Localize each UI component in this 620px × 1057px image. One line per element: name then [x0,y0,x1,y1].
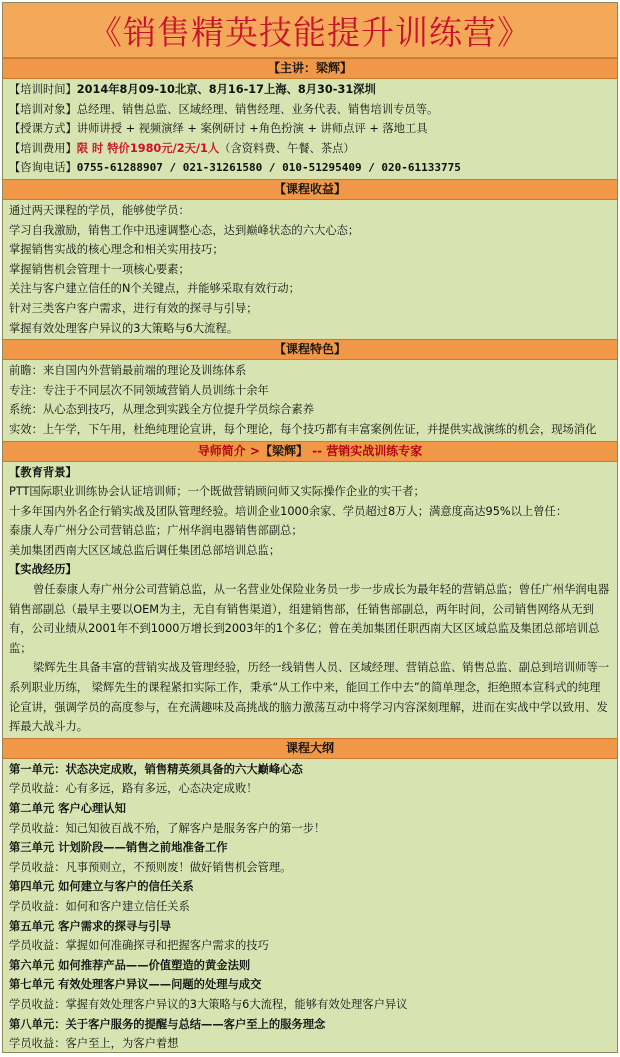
target-value: 总经理、销售总监、区域经理、销售经理、业务代表、销售培训专员等。 [76,102,439,116]
teacher-block [3,462,617,738]
list-item: 掌握销售机会管理十一项核心要素； [9,262,190,276]
fee-row [3,139,617,159]
time-row [3,80,617,100]
list-item: 学习自我激励，销售工作中迅速调整心态，达到巅峰状态的六大心态； [9,223,360,237]
target-label: 【培训对象】 [9,102,77,116]
edu-label: 【教育背景】 [9,465,77,479]
teacher-heading-suffix: -- 营销实战训练专家 [312,443,423,458]
unit-gain: 学员收益：掌握有效处理客户异议的3大策略与6大流程，能够有效处理客户异议 [9,997,408,1011]
list-item: 实效：上午学，下午用，杜绝纯理论宣讲，每个理论，每个技巧都有丰富案例佐证，并提供实战演练的机会，现场消化 [9,422,597,436]
unit-gain: 学员收益：客户至上，为客户着想 [9,1037,179,1051]
time-label: 【培训时间】 [9,83,77,96]
outline-heading: 课程大纲 [3,738,617,759]
exp-label: 【实战经历】 [9,563,77,577]
unit-gain: 学员收益：凡事预则立，不预则废！做好销售机会管理。 [9,860,292,874]
method-value: 讲师讲授 + 视频演绎 + 案例研讨 +角色扮演 + 讲师点评 + 落地工具 [76,122,428,136]
list-item: 系统：从心态到技巧，从理念到实践全方位提升学员综合素养 [9,403,315,417]
time-value: 2014年8月09-10北京、8月16-17上海、8月30-31深圳 [76,83,376,96]
unit-title: 第一单元：状态决定成败，销售精英须具备的六大巅峰心态 [9,762,303,776]
phone-row [3,158,617,178]
list-item: 掌握销售实战的核心理念和相关实用技巧； [9,243,224,257]
outline-list [3,759,617,1053]
info-block [3,79,617,179]
fee-label: 【培训费用】 [9,141,77,155]
method-label: 【授课方式】 [9,122,77,136]
unit-gain: 学员收益：知己知彼百战不殆，了解客户是服务客户的第一步！ [9,821,326,835]
lecturer-bar [3,58,617,79]
fee-note: （含资料费、午餐、茶点） [219,141,355,155]
unit-title: 第八单元：关于客户服务的提醒与总结——客户至上的服务理念 [9,1017,326,1031]
list-item: 关注与客户建立信任的N个关键点，并能够采取有效行动； [9,282,300,296]
list-item: 通过两天课程的学员，能够使学员： [9,203,190,217]
course-flyer [2,2,618,1053]
unit-gain: 学员收益：掌握如何准确探寻和把握客户需求的技巧 [9,939,269,953]
list-item: 美加集团西南大区区域总监后调任集团总部培训总监； [9,543,281,557]
method-row [3,119,617,139]
list-item: PTT国际职业训练协会认证培训师；一个既做营销顾问师又实际操作企业的实干者； [9,485,425,499]
list-item: 十多年国内外名企行销实战及团队管理经验。培训企业1000余家、学员超过8万人；满意度高达95%以上曾任： [9,504,568,518]
unit-title: 第三单元 计划阶段——销售之前地准备工作 [9,841,228,855]
unit-title: 第五单元 客户需求的探寻与引导 [9,919,172,933]
phone-numbers: 0755-61288907 / 021-31261580 / 010-51295409 / 020-61133775 [76,161,461,175]
exp-paragraph: 梁辉先生具备丰富的营销实战及管理经验，历经一线销售人员、区域经理、营销总监、销售总监、副总到培训师等一系列职业历练， 梁辉先生的课程紧扣实际工作，秉承“从工作中来，能回工作中去”的简单理念，拒绝照本宣科式的纯理论宣讲，强调学员的高度参与，在充满趣味及高挑战的脑力激荡互动中将学习内容深刻理解，进而在实战中学以致用、发挥最大战斗力。 [9,661,610,734]
unit-gain: 学员收益：如何和客户建立信任关系 [9,899,190,913]
phone-label: 【咨询电话】 [9,161,77,175]
list-item: 前瞻：来自国内外营销最前端的理论及训练体系 [9,364,247,378]
lecturer-line: 【主讲：梁辉】 [267,61,352,75]
features-heading: 【课程特色】 [3,339,617,360]
page-title: 《销售精英技能提升训练营》 [3,3,617,58]
list-item: 针对三类客户客户需求，进行有效的探寻与引导； [9,301,258,315]
exp-paragraph: 曾任泰康人寿广州分公司营销总监，从一名营业处保险业务员一步一步成长为最年轻的营销总监；曾任广州华润电器销售部副总（最早主要以OEM为主，无自有销售渠道），组建销售部，任销售部副总，两年时间，公司销售网络从无到有，公司业绩从2001年不到1000万增长到2003年的1个多亿；曾在美加集团任职西南大区区域总监及集团总部培训总监； [9,583,610,655]
list-item: 泰康人寿广州分公司营销总监；广州华润电器销售部副总； [9,524,303,538]
teacher-heading-prefix: 导师简介 > [197,443,260,458]
features-list [3,360,617,440]
benefits-heading: 【课程收益】 [3,179,617,200]
fee-price: 限 时 特价1980元/2天/1人 [76,141,220,155]
unit-title: 第六单元 如何推荐产品——价值塑造的黄金法则 [9,958,251,972]
unit-title: 第二单元 客户心理认知 [9,802,126,815]
unit-title: 第四单元 如何建立与客户的信任关系 [9,880,194,894]
teacher-heading [3,441,617,462]
benefits-list [3,200,617,339]
list-item: 掌握有效处理客户异议的3大策略与6大流程。 [9,321,239,335]
teacher-heading-name: 【梁辉】 [259,443,308,458]
unit-gain: 学员收益：心有多远，路有多远，心态决定成败！ [9,782,258,796]
target-row [3,100,617,120]
unit-title: 第七单元 有效处理客户异议——问题的处理与成交 [9,978,262,992]
list-item: 专注：专注于不同层次不同领域营销人员训练十余年 [9,383,269,397]
